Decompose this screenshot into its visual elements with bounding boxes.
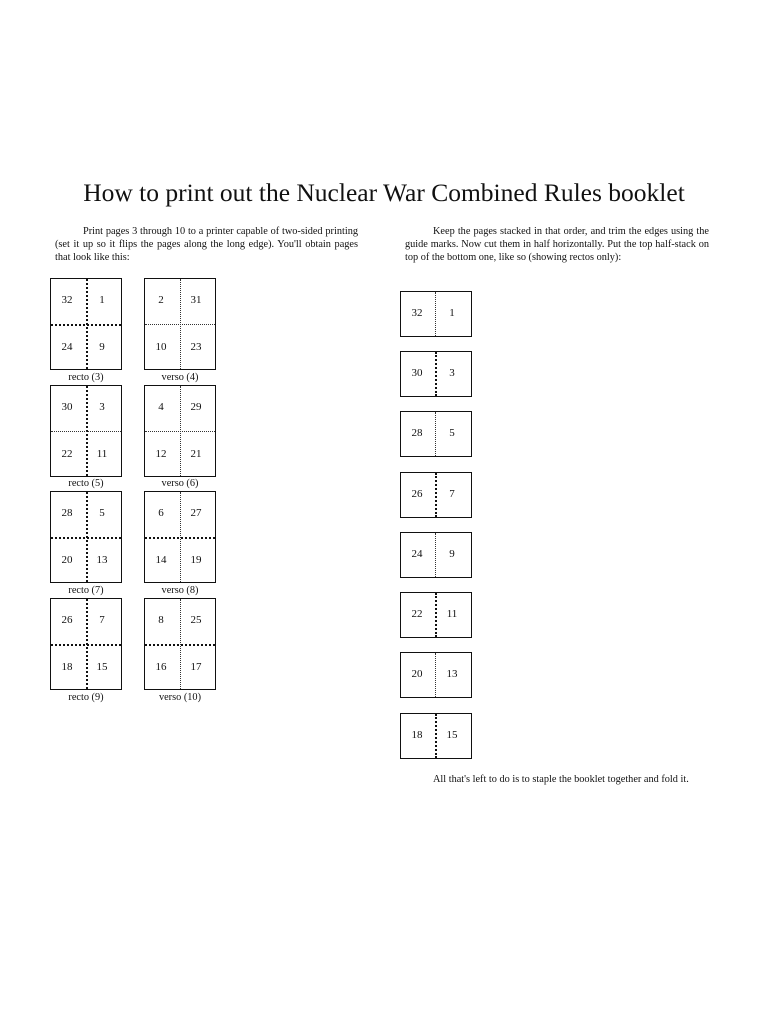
sheet-recto-9 bbox=[50, 598, 122, 690]
cut-guide-horizontal bbox=[145, 431, 215, 432]
half-sheet-stack-item bbox=[400, 472, 472, 518]
page-number: 20 bbox=[411, 668, 423, 680]
page-number: 32 bbox=[61, 294, 73, 306]
page-number: 8 bbox=[158, 614, 164, 626]
page-number: 23 bbox=[190, 341, 202, 353]
page-number: 28 bbox=[411, 427, 423, 439]
cut-guide-horizontal bbox=[145, 644, 215, 646]
page-number: 21 bbox=[190, 448, 202, 460]
page-number: 7 bbox=[449, 488, 455, 500]
page-number: 13 bbox=[96, 554, 108, 566]
fold-guide-vertical bbox=[435, 714, 437, 758]
sheet-caption: verso (8) bbox=[161, 585, 199, 596]
page-number: 6 bbox=[158, 507, 164, 519]
sheet-recto-3 bbox=[50, 278, 122, 370]
page-number: 19 bbox=[190, 554, 202, 566]
page-number: 22 bbox=[411, 608, 423, 620]
page-number: 16 bbox=[155, 661, 167, 673]
sheet-verso-8 bbox=[144, 491, 216, 583]
fold-guide-vertical bbox=[435, 653, 436, 697]
sheet-recto-5 bbox=[50, 385, 122, 477]
page-number: 22 bbox=[61, 448, 73, 460]
page-number: 5 bbox=[99, 507, 105, 519]
sheet-caption: recto (3) bbox=[68, 372, 104, 383]
page-number: 17 bbox=[190, 661, 202, 673]
sheet-verso-10 bbox=[144, 598, 216, 690]
page-number: 24 bbox=[61, 341, 73, 353]
page-number: 11 bbox=[446, 608, 458, 620]
page-number: 4 bbox=[158, 401, 164, 413]
half-sheet-stack-item bbox=[400, 291, 472, 337]
page-number: 12 bbox=[155, 448, 167, 460]
page-number: 26 bbox=[61, 614, 73, 626]
page-number: 15 bbox=[96, 661, 108, 673]
page-number: 32 bbox=[411, 307, 423, 319]
page-number: 1 bbox=[99, 294, 105, 306]
half-sheet-stack-item bbox=[400, 411, 472, 457]
page-number: 9 bbox=[99, 341, 105, 353]
page-number: 1 bbox=[449, 307, 455, 319]
fold-guide-vertical bbox=[435, 533, 436, 577]
page-number: 18 bbox=[61, 661, 73, 673]
page-number: 29 bbox=[190, 401, 202, 413]
page-number: 10 bbox=[155, 341, 167, 353]
half-sheet-stack-item bbox=[400, 592, 472, 638]
page-number: 15 bbox=[446, 729, 458, 741]
sheet-verso-4 bbox=[144, 278, 216, 370]
page-number: 30 bbox=[61, 401, 73, 413]
cut-guide-horizontal bbox=[145, 537, 215, 539]
cut-guide-horizontal bbox=[51, 431, 121, 432]
closing-paragraph: All that's left to do is to staple the booklet together and fold it. bbox=[433, 774, 689, 785]
cut-guide-horizontal bbox=[51, 537, 121, 539]
page-title: How to print out the Nuclear War Combined Rules booklet bbox=[83, 178, 685, 207]
half-sheet-stack-item bbox=[400, 351, 472, 397]
sheet-caption: verso (10) bbox=[158, 692, 202, 703]
sheet-caption: verso (4) bbox=[161, 372, 199, 383]
page-number: 30 bbox=[411, 367, 423, 379]
sheet-verso-6 bbox=[144, 385, 216, 477]
sheet-recto-7 bbox=[50, 491, 122, 583]
page-number: 31 bbox=[190, 294, 202, 306]
sheet-caption: recto (5) bbox=[68, 478, 104, 489]
fold-guide-vertical bbox=[435, 292, 436, 336]
half-sheet-stack-item bbox=[400, 532, 472, 578]
fold-guide-vertical bbox=[435, 593, 437, 637]
page-number: 7 bbox=[99, 614, 105, 626]
page-number: 25 bbox=[190, 614, 202, 626]
sheet-caption: verso (6) bbox=[161, 478, 199, 489]
fold-guide-vertical bbox=[435, 412, 436, 456]
page-number: 18 bbox=[411, 729, 423, 741]
page-number: 5 bbox=[449, 427, 455, 439]
cut-guide-horizontal bbox=[51, 644, 121, 646]
page-number: 20 bbox=[61, 554, 73, 566]
page-number: 13 bbox=[446, 668, 458, 680]
half-sheet-stack-item bbox=[400, 652, 472, 698]
intro-paragraph-right: Keep the pages stacked in that order, and trim the edges using the guide marks. Now cut them in half horizontally. Put the top half-stack on top of the bottom one, like so (showing rectos only): bbox=[405, 226, 709, 263]
page-number: 2 bbox=[158, 294, 164, 306]
page-number: 11 bbox=[96, 448, 108, 460]
page-number: 9 bbox=[449, 548, 455, 560]
cut-guide-horizontal bbox=[145, 324, 215, 325]
cut-guide-horizontal bbox=[51, 324, 121, 326]
fold-guide-vertical bbox=[435, 352, 437, 396]
fold-guide-vertical bbox=[435, 473, 437, 517]
intro-paragraph-left: Print pages 3 through 10 to a printer capable of two-sided printing (set it up so it flips the pages along the long edge). You'll obtain pages that look like this: bbox=[55, 226, 358, 263]
sheet-caption: recto (7) bbox=[68, 585, 104, 596]
page-number: 14 bbox=[155, 554, 167, 566]
half-sheet-stack-item bbox=[400, 713, 472, 759]
page-number: 27 bbox=[190, 507, 202, 519]
page-number: 24 bbox=[411, 548, 423, 560]
page-number: 3 bbox=[449, 367, 455, 379]
sheet-caption: recto (9) bbox=[68, 692, 104, 703]
page-number: 28 bbox=[61, 507, 73, 519]
page-number: 3 bbox=[99, 401, 105, 413]
page-number: 26 bbox=[411, 488, 423, 500]
